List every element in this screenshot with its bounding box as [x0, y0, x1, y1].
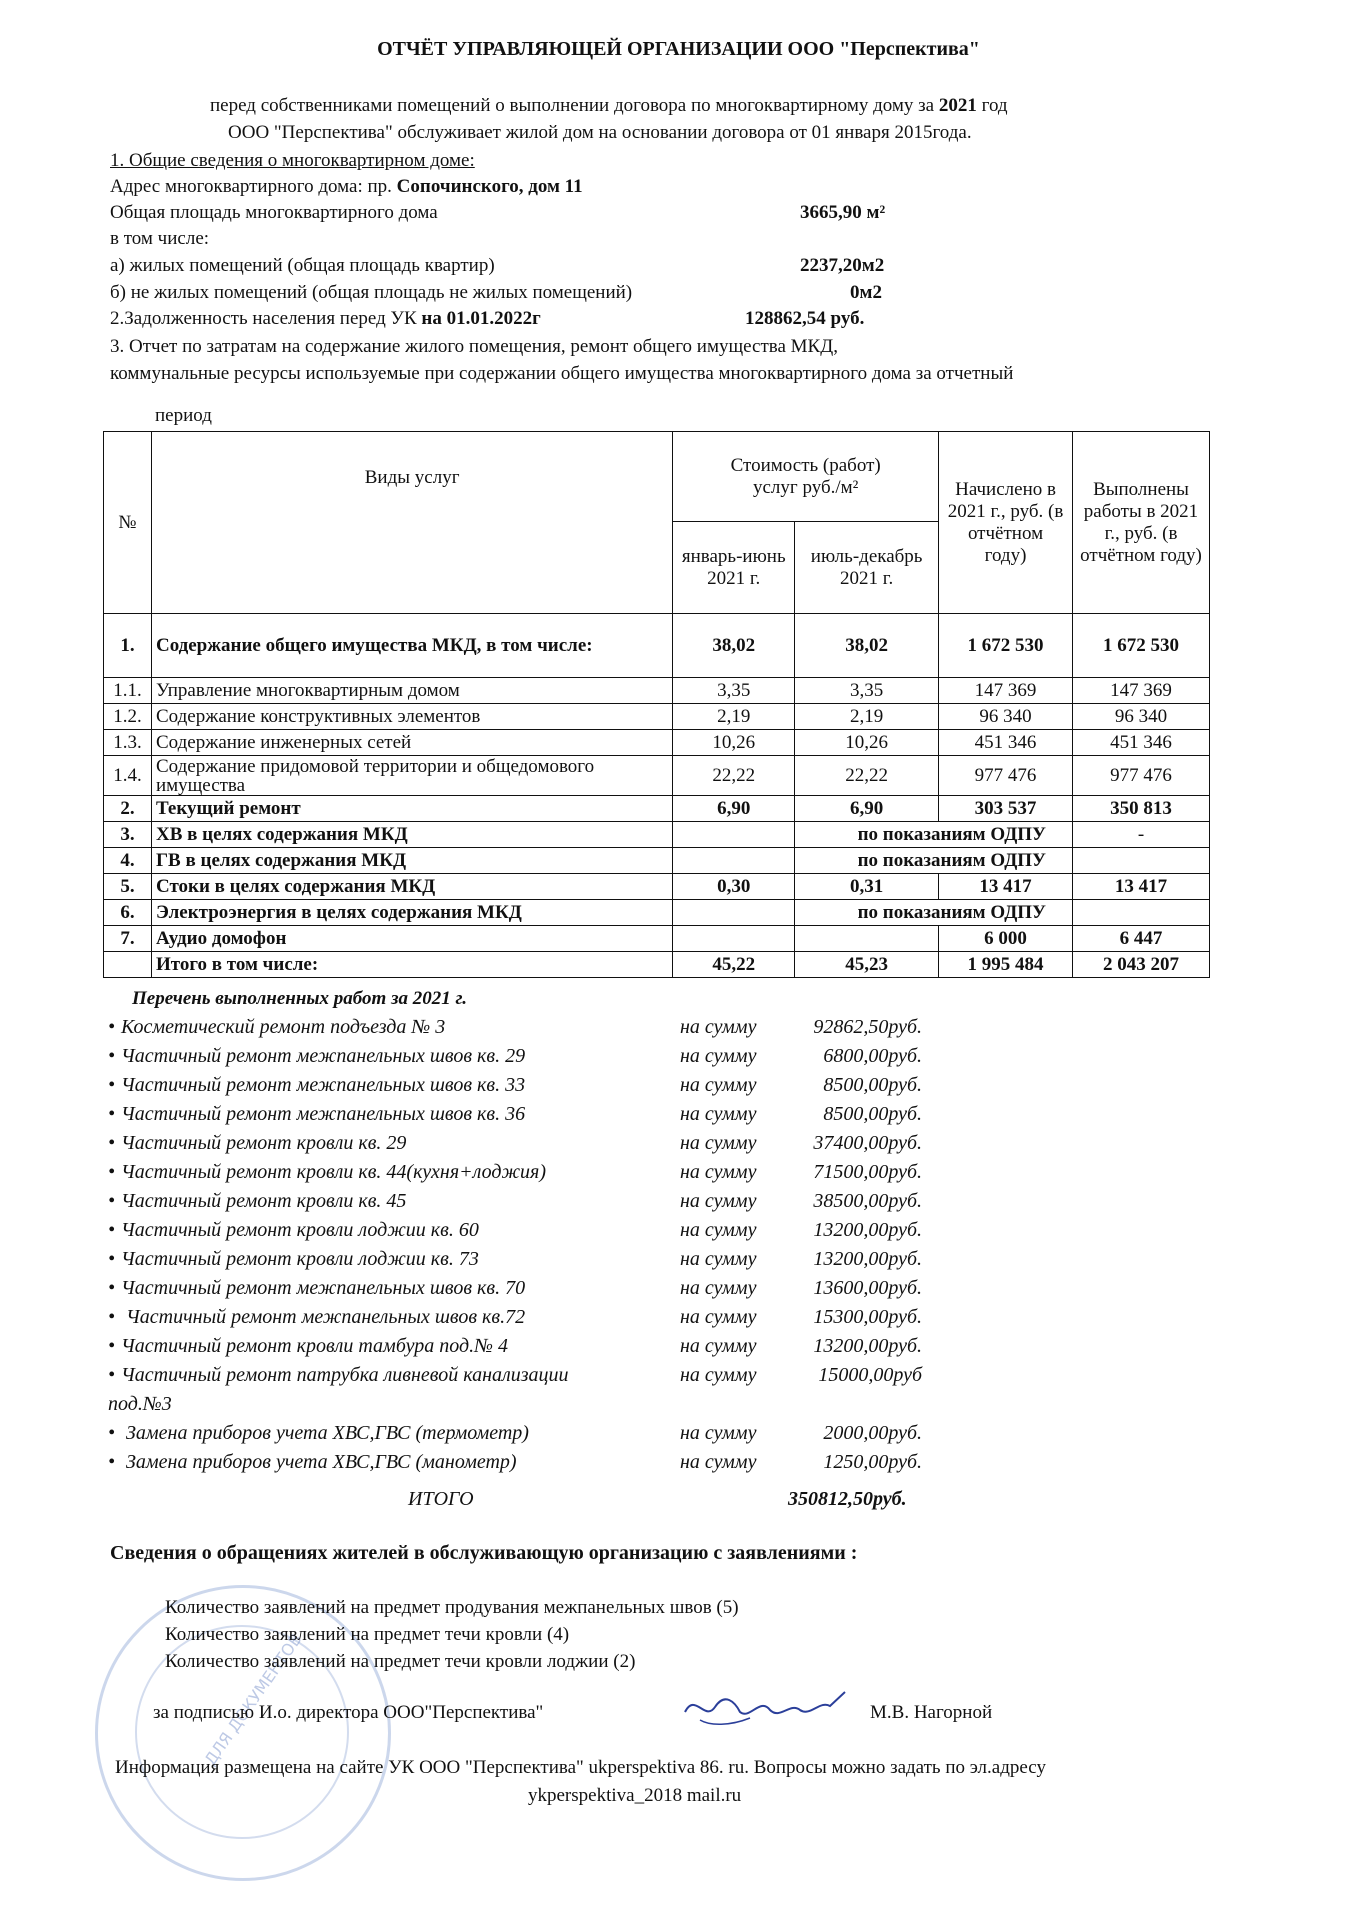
row-odpu: по показаниям ОДПУ — [795, 822, 1073, 848]
signature-name: М.В. Нагорной — [870, 1702, 993, 1723]
work-item-sum-label: на сумму — [680, 1219, 757, 1241]
row-name: Управление многоквартирным домом — [151, 678, 672, 704]
row-num: 2. — [104, 796, 152, 822]
footer-line-1: Информация размещена на сайте УК ООО "Перспектива" ukperspektiva 86. ru. Вопросы можно задать по эл.адресу — [115, 1757, 1046, 1778]
work-item-name: Частичный ремонт кровли лоджии кв. 60 — [121, 1219, 479, 1241]
row-charged: 96 340 — [939, 704, 1073, 730]
signature-label: за подписью И.о. директора ООО"Перспектива" — [153, 1702, 544, 1723]
row-empty-cell — [673, 900, 795, 926]
row-h1: 45,22 — [673, 952, 795, 978]
row-done: 1 672 530 — [1073, 614, 1210, 678]
work-item-amount: 13200,00руб. — [813, 1335, 922, 1357]
row-empty-cell — [673, 822, 795, 848]
table-row — [104, 730, 1210, 756]
row-charged: 977 476 — [939, 756, 1073, 796]
work-item-amount: 37400,00руб. — [813, 1132, 922, 1154]
row-num: 6. — [104, 900, 152, 926]
report-title: ОТЧЁТ УПРАВЛЯЮЩЕЙ ОРГАНИЗАЦИИ ООО "Перспектива" — [377, 38, 980, 60]
row-charged: 13 417 — [939, 874, 1073, 900]
row-done — [1073, 900, 1210, 926]
row-name: Электроэнергия в целях содержания МКД — [151, 900, 672, 926]
appeals-heading: Сведения о обращениях жителей в обслуживающую организацию с заявлениями : — [110, 1542, 858, 1564]
intro-line-2: ООО "Перспектива" обслуживает жилой дом на основании договора от 01 января 2015года. — [228, 122, 972, 143]
row-num: 1.2. — [104, 704, 152, 730]
row-name: Содержание придомовой территории и общедомового имущества — [151, 756, 672, 796]
bullet-icon: • — [108, 1016, 116, 1038]
row-h2: 38,02 — [795, 614, 939, 678]
address-label: Адрес многоквартирного дома: пр. — [110, 176, 392, 197]
bullet-icon: • — [108, 1103, 116, 1125]
work-item — [108, 1074, 525, 1097]
work-item-continuation: под.№3 — [108, 1393, 172, 1415]
work-item-sum-label: на сумму — [680, 1248, 757, 1270]
work-item-name: Частичный ремонт кровли тамбура под.№ 4 — [121, 1335, 508, 1357]
row-h2: 22,22 — [795, 756, 939, 796]
header-h1: январь-июнь 2021 г. — [673, 522, 795, 614]
stamp-text: ДЛЯ ДОКУМЕНТОВ — [200, 1630, 306, 1769]
nonliving-label: б) не жилых помещений (общая площадь не жилых помещений) — [110, 282, 633, 303]
debt-line — [110, 308, 541, 330]
appeal-item: Количество заявлений на предмет течи кровли лоджии (2) — [165, 1651, 636, 1672]
table-row — [104, 952, 1210, 978]
work-item-sum-label: на сумму — [680, 1364, 757, 1386]
bullet-icon: • — [108, 1306, 116, 1328]
header-charged: Начислено в 2021 г., руб. (в отчётном году) — [939, 432, 1073, 614]
row-done: 96 340 — [1073, 704, 1210, 730]
work-item-amount: 6800,00руб. — [823, 1045, 922, 1067]
intro-year: 2021 — [938, 95, 977, 116]
row-h1: 2,19 — [673, 704, 795, 730]
bullet-icon: • — [108, 1190, 116, 1212]
row-name: Аудио домофон — [151, 926, 672, 952]
work-item-name: Частичный ремонт межпанельных швов кв. 36 — [121, 1103, 526, 1125]
row-h2: 2,19 — [795, 704, 939, 730]
nonliving-value: 0м2 — [850, 282, 882, 303]
row-done: - — [1073, 822, 1210, 848]
debt-value: 128862,54 руб. — [745, 308, 865, 329]
bullet-icon: • — [108, 1074, 116, 1096]
work-item-name: Частичный ремонт межпанельных швов кв. 33 — [121, 1074, 526, 1096]
work-item-name: Косметический ремонт подъезда № 3 — [121, 1016, 446, 1038]
header-done: Выполнены работы в 2021 г., руб. (в отчётном году) — [1073, 432, 1210, 614]
row-odpu: по показаниям ОДПУ — [795, 848, 1073, 874]
row-charged: 147 369 — [939, 678, 1073, 704]
bullet-icon: • — [108, 1045, 116, 1067]
bullet-icon: • — [108, 1422, 116, 1444]
row-done: 147 369 — [1073, 678, 1210, 704]
appeal-item: Количество заявлений на предмет продувания межпанельных швов (5) — [165, 1597, 739, 1618]
work-item-name: Частичный ремонт кровли кв. 29 — [121, 1132, 407, 1154]
header-cost: Стоимость (работ) услуг руб./м² — [673, 432, 939, 522]
work-item-amount: 8500,00руб. — [823, 1103, 922, 1125]
row-empty-cell — [673, 848, 795, 874]
works-heading: Перечень выполненных работ за 2021 г. — [132, 988, 467, 1009]
work-item-sum-label: на сумму — [680, 1103, 757, 1125]
work-item — [108, 1219, 479, 1242]
report-line-2: коммунальные ресурсы используемые при содержании общего имущества многоквартирного дома за отчетный — [110, 363, 1014, 384]
work-item-sum-label: на сумму — [680, 1277, 757, 1299]
living-value: 2237,20м2 — [800, 255, 885, 276]
row-done: 350 813 — [1073, 796, 1210, 822]
work-item-amount: 13200,00руб. — [813, 1248, 922, 1270]
work-item-amount: 92862,50руб. — [813, 1016, 922, 1038]
work-item-sum-label: на сумму — [680, 1161, 757, 1183]
row-charged: 451 346 — [939, 730, 1073, 756]
living-label: а) жилых помещений (общая площадь квартир) — [110, 255, 495, 276]
including-label: в том числе: — [110, 228, 210, 249]
work-item-sum-label: на сумму — [680, 1451, 757, 1473]
works-total-value: 350812,50руб. — [788, 1488, 907, 1510]
table-row — [104, 704, 1210, 730]
work-item — [108, 1190, 406, 1213]
work-item-name: Частичный ремонт кровли кв. 45 — [121, 1190, 407, 1212]
work-item-sum-label: на сумму — [680, 1190, 757, 1212]
costs-table — [103, 431, 1210, 978]
row-num: 3. — [104, 822, 152, 848]
work-item-name: Частичный ремонт межпанельных швов кв. 29 — [121, 1045, 526, 1067]
work-item — [108, 1016, 445, 1039]
work-item-name: Замена приборов учета ХВС,ГВС (манометр) — [121, 1451, 517, 1473]
work-item — [108, 1451, 517, 1474]
work-item-amount: 2000,00руб. — [823, 1422, 922, 1444]
row-num: 5. — [104, 874, 152, 900]
work-item-name: Замена приборов учета ХВС,ГВС (термометр) — [121, 1422, 529, 1444]
row-odpu: по показаниям ОДПУ — [795, 900, 1073, 926]
work-item-sum-label: на сумму — [680, 1422, 757, 1444]
row-h2: 45,23 — [795, 952, 939, 978]
row-num: 1.1. — [104, 678, 152, 704]
row-num: 1.4. — [104, 756, 152, 796]
row-charged: 1 672 530 — [939, 614, 1073, 678]
row-h1: 3,35 — [673, 678, 795, 704]
row-num: 7. — [104, 926, 152, 952]
row-h1: 10,26 — [673, 730, 795, 756]
work-item-amount: 15000,00руб — [818, 1364, 922, 1386]
row-h1: 22,22 — [673, 756, 795, 796]
bullet-icon: • — [108, 1248, 116, 1270]
bullet-icon: • — [108, 1132, 116, 1154]
row-num: 1. — [104, 614, 152, 678]
row-name: Содержание инженерных сетей — [151, 730, 672, 756]
work-item-name: Частичный ремонт патрубка ливневой канализации — [121, 1364, 569, 1386]
signature-scribble — [680, 1682, 850, 1732]
bullet-icon: • — [108, 1277, 116, 1299]
area-value: 3665,90 м² — [800, 202, 886, 223]
row-done: 977 476 — [1073, 756, 1210, 796]
work-item-amount: 71500,00руб. — [813, 1161, 922, 1183]
work-item-amount: 15300,00руб. — [813, 1306, 922, 1328]
row-name: ХВ в целях содержания МКД — [151, 822, 672, 848]
intro-line-1 — [210, 95, 1008, 117]
work-item — [108, 1335, 508, 1358]
row-charged: 6 000 — [939, 926, 1073, 952]
row-done: 13 417 — [1073, 874, 1210, 900]
table-row — [104, 848, 1210, 874]
row-num: 1.3. — [104, 730, 152, 756]
table-row — [104, 874, 1210, 900]
table-row — [104, 900, 1210, 926]
work-item-amount: 8500,00руб. — [823, 1074, 922, 1096]
work-item-sum-label: на сумму — [680, 1074, 757, 1096]
address-line — [110, 176, 583, 198]
report-line-3: период — [155, 405, 212, 426]
row-name: Содержание конструктивных элементов — [151, 704, 672, 730]
row-num: 4. — [104, 848, 152, 874]
row-name: ГВ в целях содержания МКД — [151, 848, 672, 874]
header-kind: Виды услуг — [151, 432, 672, 614]
area-label: Общая площадь многоквартирного дома — [110, 202, 438, 223]
row-done: 451 346 — [1073, 730, 1210, 756]
work-item-name: Частичный ремонт межпанельных швов кв. 70 — [121, 1277, 526, 1299]
row-h1: 38,02 — [673, 614, 795, 678]
general-heading: 1. Общие сведения о многоквартирном доме: — [110, 150, 475, 171]
work-item-amount: 13200,00руб. — [813, 1219, 922, 1241]
work-item-sum-label: на сумму — [680, 1132, 757, 1154]
work-item — [108, 1277, 525, 1300]
row-name: Итого в том числе: — [151, 952, 672, 978]
footer-line-2: ykperspektiva_2018 mail.ru — [528, 1785, 742, 1806]
header-num: № — [104, 432, 152, 614]
table-row — [104, 756, 1210, 796]
work-item — [108, 1132, 406, 1155]
work-item-sum-label: на сумму — [680, 1016, 757, 1038]
bullet-icon: • — [108, 1451, 116, 1473]
row-name: Содержание общего имущества МКД, в том числе: — [151, 614, 672, 678]
row-charged: 1 995 484 — [939, 952, 1073, 978]
bullet-icon: • — [108, 1335, 116, 1357]
work-item-amount: 38500,00руб. — [813, 1190, 922, 1212]
work-item — [108, 1045, 525, 1068]
bullet-icon: • — [108, 1364, 116, 1386]
row-h1: 0,30 — [673, 874, 795, 900]
work-item — [108, 1364, 569, 1387]
work-item-name: Частичный ремонт кровли лоджии кв. 73 — [121, 1248, 479, 1270]
appeal-item: Количество заявлений на предмет течи кровли (4) — [165, 1624, 570, 1645]
work-item-sum-label: на сумму — [680, 1335, 757, 1357]
table-row — [104, 926, 1210, 952]
row-name: Стоки в целях содержания МКД — [151, 874, 672, 900]
intro-line-1-suffix: год — [976, 95, 1008, 116]
work-item — [108, 1422, 529, 1445]
row-num — [104, 952, 152, 978]
table-row — [104, 614, 1210, 678]
bullet-icon: • — [108, 1219, 116, 1241]
work-item — [108, 1248, 479, 1271]
work-item — [108, 1161, 546, 1184]
bullet-icon: • — [108, 1161, 116, 1183]
row-name: Текущий ремонт — [151, 796, 672, 822]
work-item-amount: 13600,00руб. — [813, 1277, 922, 1299]
address-value: Сопочинского, дом 11 — [396, 176, 583, 197]
table-row — [104, 678, 1210, 704]
row-done: 6 447 — [1073, 926, 1210, 952]
work-item-amount: 1250,00руб. — [823, 1451, 922, 1473]
row-h1 — [673, 926, 795, 952]
row-h2 — [795, 926, 939, 952]
table-row — [104, 822, 1210, 848]
header-h2: июль-декабрь 2021 г. — [795, 522, 939, 614]
work-item-sum-label: на сумму — [680, 1306, 757, 1328]
intro-line-1-prefix: перед собственниками помещений о выполнении договора по многоквартирному дому за — [210, 95, 939, 116]
row-h2: 10,26 — [795, 730, 939, 756]
row-h2: 6,90 — [795, 796, 939, 822]
works-total-label: ИТОГО — [408, 1488, 474, 1510]
work-item — [108, 1306, 525, 1329]
work-item-name: Частичный ремонт кровли кв. 44(кухня+лоджия) — [121, 1161, 547, 1183]
row-h2: 0,31 — [795, 874, 939, 900]
work-item-name: Частичный ремонт межпанельных швов кв.72 — [121, 1306, 526, 1328]
work-item-sum-label: на сумму — [680, 1045, 757, 1067]
report-line-1: 3. Отчет по затратам на содержание жилого помещения, ремонт общего имущества МКД, — [110, 336, 838, 357]
row-h2: 3,35 — [795, 678, 939, 704]
row-done: 2 043 207 — [1073, 952, 1210, 978]
row-done — [1073, 848, 1210, 874]
work-item — [108, 1103, 525, 1126]
row-charged: 303 537 — [939, 796, 1073, 822]
debt-label: 2.Задолженность населения перед УК — [110, 308, 417, 329]
table-row — [104, 796, 1210, 822]
row-h1: 6,90 — [673, 796, 795, 822]
debt-date: на 01.01.2022г — [421, 308, 541, 329]
